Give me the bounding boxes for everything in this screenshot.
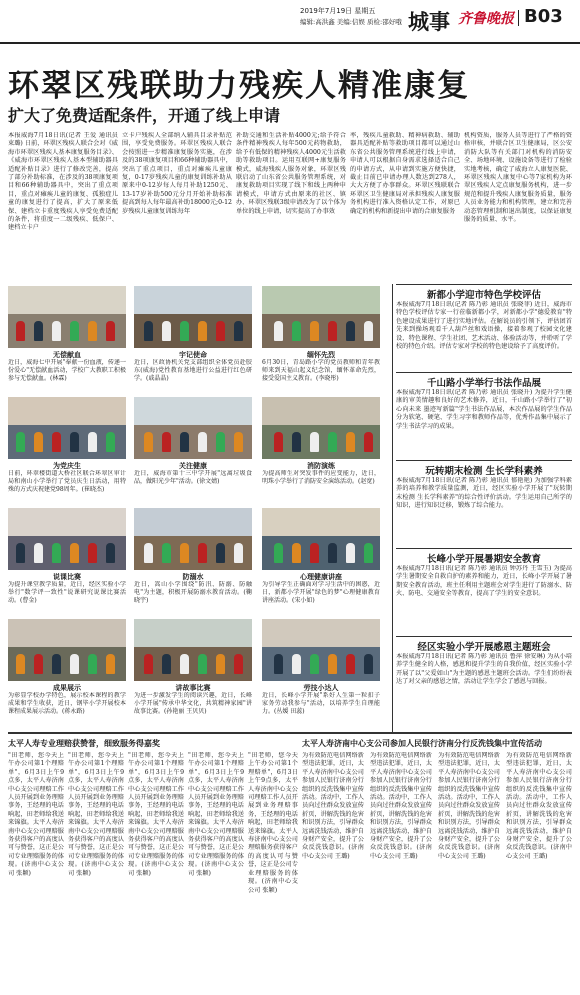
photo-caption: 近日，长峰小学开展"系好人生第一粒扣子 家务劳动我参与"活动，以培养学生自理能力。(丛媛 田蕊) xyxy=(262,692,380,715)
photo-caption-title: 说课比赛 xyxy=(53,572,81,581)
photo-caption: 近日，威海七中开展"奉献一份血液，传递一份爱心"无偿献血活动，学校广大教职工积极参与无偿献血。(林霖) xyxy=(8,359,126,382)
photo-caption-title: 防溺水 xyxy=(182,572,204,581)
story-text: 本报威海7月18日讯(记者 陈乃彰 通讯员 钟苏丹 王雪玉) 为提高学生暑期安全自救自护的素养和能力，近日，长峰小学开展了暑期安全教育活动，班主任利用主题班会对学生进行了防溺水、防火、防电、交通安全等教育，提高了学生的安全意识。 xyxy=(396,565,572,598)
news-photo xyxy=(134,508,252,570)
bottom-left-col1: "田老师，您今天上午办公司第1个理赔单"，6月3日上午9点多，太平人寿济南中心支公司理赔工作人员开展到业务理赔事务，王经理的电话响起，田老师给我送来锦旗。太平人寿济南中心支公司理赔服务获得客户的高度认可与赞誉，这正是公司专业理赔服务的体现。(济南中心支公司 张颖) xyxy=(8,752,64,877)
photo-caption: 近日，嵩山小学围绕"防汛、防溺、防触电"为主题，积极开展防溺水教育活动。(鞠晓宇) xyxy=(134,581,252,604)
photo-caption-title: 劳技小达人 xyxy=(303,683,339,692)
bottom-right-col3: 为有效防范电信网络新型违法犯罪，近日，太平人寿济南中心支公司参加人民银行济南分行组织的反洗钱集中宣传活动。活动中，工作人员向过往群众发放宣传折页，讲解洗钱的危害和识别方法，引导群众远离洗钱活动，维护自身财产安全，提升了公众反洗钱意识。(济南中心支公司 王璐) xyxy=(438,752,500,860)
story-text: 本报威海7月18日讯(记者 陈乃彰 通讯员 张晓菲) 近日，威海市特色学校评估专家一行莅临新都小学，对新都小学"德爱教育"特色建设成果进行了进行实地评估。在解说员的引领下，评估团首先来到操场观看千人葫芦丝和戏语操，接着参观了校园文化建设、特色课程、学生社团、艺术活动、体验活动等，并聆听了学校的特色介绍。评估专家对学校的特色建设给予了高度评价。 xyxy=(396,301,572,351)
lead-text-col1: 本报威海7月18日讯(记者 王爱 通讯员 束璐) 日前，环翠区残疾人联合会对《威海市环翠区残疾人基本康复服务目录》、《威海市环翠区残疾人基本型辅助器具适配补贴目录》进行了修改完善，提高了部分补助标准，在涉及的38项康复项目和66种辅助器具中，突出了重点项目，重点对瘫痪儿童的康复、孤独症儿童的康复进行了提高，扩大了原来低保、建档立卡重度残疾人享受免费适配的条件，将重度一二级残疾、低保户、建档立卡户 xyxy=(8,132,118,232)
news-photo xyxy=(262,397,380,459)
bottom-right-col2: 为有效防范电信网络新型违法犯罪，近日，太平人寿济南中心支公司参加人民银行济南分行组织的反洗钱集中宣传活动。活动中，工作人员向过往群众发放宣传折页，讲解洗钱的危害和识别方法，引导群众远离洗钱活动，维护自身财产安全，提升了公众反洗钱意识。(济南中心支公司 王璐) xyxy=(370,752,432,860)
column-divider xyxy=(392,284,393,734)
photo-caption-title: 心理健康讲座 xyxy=(300,572,342,581)
story-divider xyxy=(396,548,572,549)
photo-caption: 为提高师生对突发事件的应变能力，近日，明珠小学举行了消防安全演练活动。(赵宽) xyxy=(262,470,380,485)
photo-caption: 6月30日，青岛路小学的党员教师和青年教师来到天福山起义纪念馆，缅怀革命先烈，接受爱国主义教育。(李晓彤) xyxy=(262,359,380,382)
lead-headline: 环翠区残联助力残疾人精准康复 xyxy=(8,68,470,104)
news-photo xyxy=(262,619,380,681)
bottom-right-col1: 为有效防范电信网络新型违法犯罪，近日，太平人寿济南中心支公司参加人民银行济南分行组织的反洗钱集中宣传活动。活动中，工作人员向过往群众发放宣传折页，讲解洗钱的危害和识别方法，引导群众远离洗钱活动，维护自身财产安全，提升了公众反洗钱意识。(济南中心支公司 王璐) xyxy=(302,752,364,860)
story-title: 千山路小学举行书法作品展 xyxy=(426,378,541,389)
lead-subhead: 扩大了免费适配条件，开通了线上申请 xyxy=(8,106,281,125)
photo-caption: 为进一步激发学生的阅读兴趣，近日，长峰小学开展"传承中华文化，共筑精神家园"讲故事比赛。(孙艳丽 王贝贝) xyxy=(134,692,252,715)
photo-caption-title: 无偿献血 xyxy=(53,350,81,359)
photo-caption-title: 消防演练 xyxy=(307,461,335,470)
news-photo xyxy=(134,619,252,681)
story-divider xyxy=(396,460,572,461)
bottom-left-col3: "田老师，您今天上午办公司第1个理赔单"，6月3日上午9点多，太平人寿济南中心支公司理赔工作人员开展到业务理赔事务，王经理的电话响起，田老师给我送来锦旗。太平人寿济南中心支公司理赔服务获得客户的高度认可与赞誉，这正是公司专业理赔服务的体现。(济南中心支公司 张颖) xyxy=(128,752,184,877)
photo-caption: 为彰显学校办学特色，展示校本课程的教学成果和学生收获，近日，钢毕小学开展校本课程成果展示活动。(蒋永路) xyxy=(8,692,126,715)
bottom-left-col4: "田老师，您今天上午办公司第1个理赔单"，6月3日上午9点多，太平人寿济南中心支公司理赔工作人员开展到业务理赔事务，王经理的电话响起，田老师给我送来锦旗。太平人寿济南中心支公司理赔服务获得客户的高度认可与赞誉，这正是公司专业理赔服务的体现。(济南中心支公司 张颖) xyxy=(188,752,244,877)
story-title: 经区实验小学开展感恩主题班会 xyxy=(417,642,551,653)
news-photo xyxy=(8,286,126,348)
story-divider xyxy=(396,372,572,373)
editors-credit: 编辑:高洪鑫 美编:信娱 质检:邵好哦 xyxy=(300,18,402,26)
news-photo xyxy=(8,619,126,681)
photo-caption-title: 宇记使命 xyxy=(179,350,207,359)
news-photo xyxy=(262,286,380,348)
photo-caption-title: 为党庆生 xyxy=(53,461,81,470)
photo-caption: 近日，区政协机关党支部组织全体党员赴胶东(威海)党性教育基地进行公益进行红色研学。(戚晶晶) xyxy=(134,359,252,382)
photo-caption: 为提升课堂教学质量，近日，经区实验小学举行"数学评一致性"说课研究说课比赛活动。(曹金) xyxy=(8,581,126,604)
bottom-right-col4: 为有效防范电信网络新型违法犯罪，近日，太平人寿济南中心支公司参加人民银行济南分行组织的反洗钱集中宣传活动。活动中，工作人员向过往群众发放宣传折页，讲解洗钱的危害和识别方法，引导群众远离洗钱活动，维护自身财产安全，提升了公众反洗钱意识。(济南中心支公司 王璐) xyxy=(506,752,572,860)
photo-caption: 日前，环翠楼街道大桥社区联合环翠区审计局和南山小学举行了党员庆生日活动，用特殊的方式庆祝建党98周年。(崔晓杰) xyxy=(8,470,126,493)
masthead xyxy=(0,0,580,44)
story-divider xyxy=(396,636,572,637)
story-title: 玩转期末检测 生长学科素养 xyxy=(425,466,543,477)
story-text: 本报威海7月18日讯(记者 陈乃彰 通讯员 鲁萍 徐安琳) 为从小培养学生健全的人格，感恩和提升学生的自我价值，经区实验小学开展了以"父爱如山"为主题的感恩主题班会活动。学生们纷纷表达了对父亲的感恩之情，活动让学生学会了感恩与回报。 xyxy=(396,653,572,686)
photo-caption: 为引导学生正确面对学习生活中的困惑，近日，新都小学开展"绿色的梦"心理健康教育讲座活动。(宋小如) xyxy=(262,581,380,604)
news-photo xyxy=(134,397,252,459)
photo-caption-title: 讲故事比赛 xyxy=(175,683,211,692)
lead-text-col3: 补助交通和生活补贴4000元;给予符合条件精神残疾人每年500元药物救助，给予有低保的精神残疾人4000元生活救助等救助项目。运用互联网+康复服务模式，威海残疾人服务对象，环翠区残联启动了山东省公共服务管理系统，对康复救助项目实现了线下和线上两种申请模式，申请方式由原来的社区、镇办、环翠区残联3级申请改为了以个体为单位的线上申请，切实提高了办事效 xyxy=(236,132,346,215)
bottom-divider xyxy=(8,732,572,734)
news-photo xyxy=(262,508,380,570)
lead-text-col5: 机构资质，服务人员等进行了严格的资格审核，并联合区卫生健康局，区公安消防大队等有关部门对机构的消防安全、场地环境、设施设备等进行了检验实地考核，确定了威海立人康复医院、环翠区残疾人康复中心等7家机构为环翠区残疾人定点康复服务机构，进一步规范和提升残疾人康复服务质量，服务人员业务能力和机构管理，建立和完善动态管理机制和退出制度，以保证康复服务的质量、水平。 xyxy=(464,132,572,224)
section-title: 城事 xyxy=(408,10,450,34)
news-photo xyxy=(8,397,126,459)
issue-date: 2019年7月19日 星期五 xyxy=(300,7,376,15)
bottom-right-title: 太平人寿济南中心支公司参加人民银行济南分行反洗钱集中宣传活动 xyxy=(302,739,542,748)
news-photo xyxy=(134,286,252,348)
story-text: 本报威海7月18日讯(记者 陈乃彰 通讯员 张晓升) 为提升学生健康的审美情趣和良好的艺术修养，近日，千山路小学举行了"初心向未来 墨迹写新篇"学生书法作品展，本次作品展的学生作品分为软笔、硬笔、学生习字和教师作品等，优秀作品集中展示了学生书法学习的成果。 xyxy=(396,389,572,430)
bottom-left-title: 太平人寿专业理赔获赞誉，细致服务得嘉奖 xyxy=(8,739,160,748)
lead-text-col2: 立卡户残疾人全部纳入辅具目录补贴范围，享受免费服务。环翠区残疾人联合会按照进一步精准康复服务实施，在涉及的38项康复项目和66种辅助器具中，突出了重点项目，重点对瘫痪儿童康复，0-17岁残疾儿童的康复训练补助从原来中0-12岁每人每月补助1250元、13-17岁补助500元分月开始补助标准提高到每人每年最高补助18000元;0-12岁残疾儿童康复训练每年 xyxy=(122,132,232,215)
news-photo xyxy=(8,508,126,570)
bottom-left-col5: "田老师，您今天上午办公司第1个理赔单"，6月3日上午9点多，太平人寿济南中心支公司理赔工作人员开展到业务理赔事务，王经理的电话响起，田老师给我送来锦旗。太平人寿济南中心支公司理赔服务获得客户的高度认可与赞誉，这正是公司专业理赔服务的体现。(济南中心支公司 张颖) xyxy=(248,752,298,894)
newspaper-logo: 齐鲁晚报 xyxy=(458,11,514,27)
story-title: 长峰小学开展暑期安全教育 xyxy=(426,554,541,565)
photo-caption-title: 成果展示 xyxy=(53,683,81,692)
story-divider xyxy=(396,284,572,285)
bottom-left-col2: "田老师，您今天上午办公司第1个理赔单"，6月3日上午9点多，太平人寿济南中心支公司理赔工作人员开展到业务理赔事务，王经理的电话响起，田老师给我送来锦旗。太平人寿济南中心支公司理赔服务获得客户的高度认可与赞誉，这正是公司专业理赔服务的体现。(济南中心支公司 张颖) xyxy=(68,752,124,877)
photo-caption-title: 缅怀先烈 xyxy=(307,350,335,359)
lead-text-col4: 率，残疾儿童救助、精神病救助、辅助器具适配补贴等救助项目都可以通过山东省公共服务管理系统进行线上申请，申请人可以根据自身需求选择适合自己的申请方式，从申请到实施方便快捷，截止目前已申请办理人数达到278人，大大方便了办事群众。环翠区残联联合环翠区卫生健康局对承担残疾人康复服务机构进行准入资格认定工作，对原已确定的机构和新提出申请的合康复服务 xyxy=(350,132,460,215)
photo-caption: 近日，威海市第十三中学开展"远离垃圾食品，做阳光少年"活动。(徐文婧) xyxy=(134,470,252,485)
story-title: 新都小学迎市特色学校评估 xyxy=(426,290,541,301)
masthead-divider xyxy=(518,10,519,26)
story-text: 本报威海7月18日讯(记者 陈乃彰 通讯员 郁艳艳) 为加强学科素养的培养和教学质量监测，近日，经区实验小学开展了"玩转期末检测 生长学科素养"的综合性评价活动。学生运用自己所学的知识，进行知识迁移，锻炼了综合能力。 xyxy=(396,477,572,510)
photo-caption-title: 关注健康 xyxy=(179,461,207,470)
page-number: B03 xyxy=(524,6,563,27)
